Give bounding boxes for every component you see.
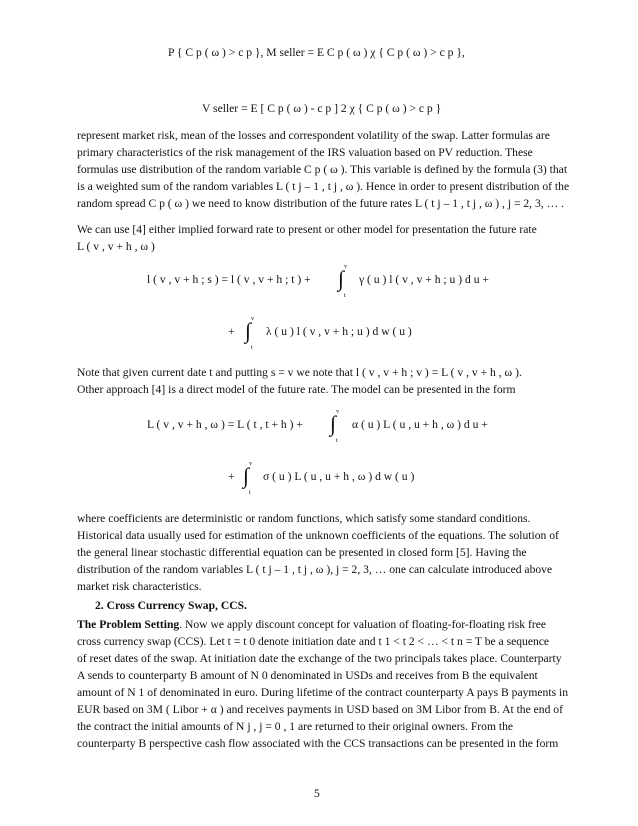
- equation-2-term-1: α ( u ) L ( u , u + h , ω ) d u +: [352, 418, 488, 431]
- integral-upper-limit: v: [249, 460, 253, 467]
- text-line: is a weighted sum of the random variables L ( t j – 1 , t j , ω ). Hence in order to present distribution of the: [77, 180, 570, 193]
- text-line: EUR based on 3M ( Libor + α ) and receives payments in USD based on 3M Libor from B. At the end of: [77, 703, 563, 716]
- text-line: represent market risk, mean of the losses and correspondent volatility of the swap. Latter formulas are: [77, 129, 550, 142]
- text-line: cross currency swap (CCS). Let t = t 0 denote initiation date and t 1 < t 2 < … < t n = T be a sequence: [77, 635, 550, 648]
- problem-setting-label: The Problem Setting: [77, 618, 180, 631]
- formula-probability-mean: P { C p ( ω ) > c p }, M seller = E C p ( ω ) χ { C p ( ω ) > c p },: [168, 46, 465, 59]
- text-line: of reset dates of the swap. At initiation date the exchange of the two principals takes place. Counterparty: [77, 652, 562, 665]
- equation-1-plus: +: [228, 325, 235, 338]
- text-line: random spread C p ( ω ) we need to know distribution of the future rates L ( t j – 1 , t j , ω ) , j = 2, 3, … .: [77, 197, 564, 210]
- integral-lower-limit: t: [344, 292, 346, 299]
- text-line: We can use [4] either implied forward rate to present or other model for presentation the future rate: [77, 223, 537, 236]
- text-span: . Now we apply discount concept for valuation of floating-for-floating risk free: [179, 618, 546, 631]
- formula-variance: V seller = E [ C p ( ω ) - c p ] 2 χ { C p ( ω ) > c p }: [202, 102, 442, 115]
- text-line: counterparty B perspective cash flow associated with the CCS transactions can be presented in the form: [77, 737, 559, 750]
- text-line: the general linear stochastic differential equation can be presented in closed form [5]. Having the: [77, 546, 527, 559]
- text-line: Historical data usually used for estimation of the unknown coefficients of the equations. The solution of: [77, 529, 559, 542]
- equation-2-term-2: σ ( u ) L ( u , u + h , ω ) d w ( u ): [263, 470, 415, 483]
- text-line: where coefficients are deterministic or random functions, which satisfy some standard conditions.: [77, 512, 531, 525]
- integral-upper-limit: v: [336, 408, 340, 415]
- text-line: Other approach [4] is a direct model of the future rate. The model can be presented in the form: [77, 383, 516, 396]
- integral-lower-limit: t: [336, 437, 338, 444]
- equation-1-term-1: γ ( u ) l ( v , v + h ; u ) d u +: [359, 273, 489, 286]
- equation-2-plus: +: [228, 470, 235, 483]
- text-line: market risk characteristics.: [77, 580, 202, 593]
- equation-1-term-2: λ ( u ) l ( v , v + h ; u ) d w ( u ): [266, 325, 412, 338]
- text-line: the contract the initial amounts of N j , j = 0 , 1 are returned to their original owners. From the: [77, 720, 514, 733]
- text-line: L ( v , v + h , ω ): [77, 240, 155, 253]
- text-line: [77, 618, 546, 632]
- integral-lower-limit: t: [251, 344, 253, 351]
- text-line: distribution of the random variables L ( t j – 1 , t j , ω ), j = 2, 3, … one can calculate introduced above: [77, 563, 553, 576]
- integral-sign: ∫: [243, 463, 250, 488]
- integral-upper-limit: v: [344, 263, 348, 270]
- text-line: primary characteristics of the risk management of the IRS valuation based on PV reduction. These: [77, 146, 533, 159]
- equation-2-left: L ( v , v + h , ω ) = L ( t , t + h ) +: [147, 418, 303, 431]
- text-line: formulas use distribution of the random variable C p ( ω ). This variable is defined by the formula (3) that: [77, 163, 568, 176]
- integral-lower-limit: t: [249, 489, 251, 496]
- integral-sign: ∫: [338, 266, 345, 291]
- integral-upper-limit: v: [251, 315, 255, 322]
- page-number: 5: [314, 787, 320, 800]
- equation-1-left: l ( v , v + h ; s ) = l ( v , v + h ; t ) +: [147, 273, 311, 286]
- integral-sign: ∫: [330, 411, 337, 436]
- text-line: Note that given current date t and putting s = v we note that l ( v , v + h ; v ) = L ( v , v + h , ω ).: [77, 366, 522, 379]
- section-heading: 2. Cross Currency Swap, CCS.: [95, 599, 247, 612]
- text-line: A sends to counterparty B amount of N 0 denominated in USDs and receives from B the equivalent: [77, 669, 538, 682]
- integral-sign: ∫: [245, 318, 252, 343]
- text-line: amount of N 1 of denominated in euro. During lifetime of the contract counterparty A pays B payments in: [77, 686, 569, 699]
